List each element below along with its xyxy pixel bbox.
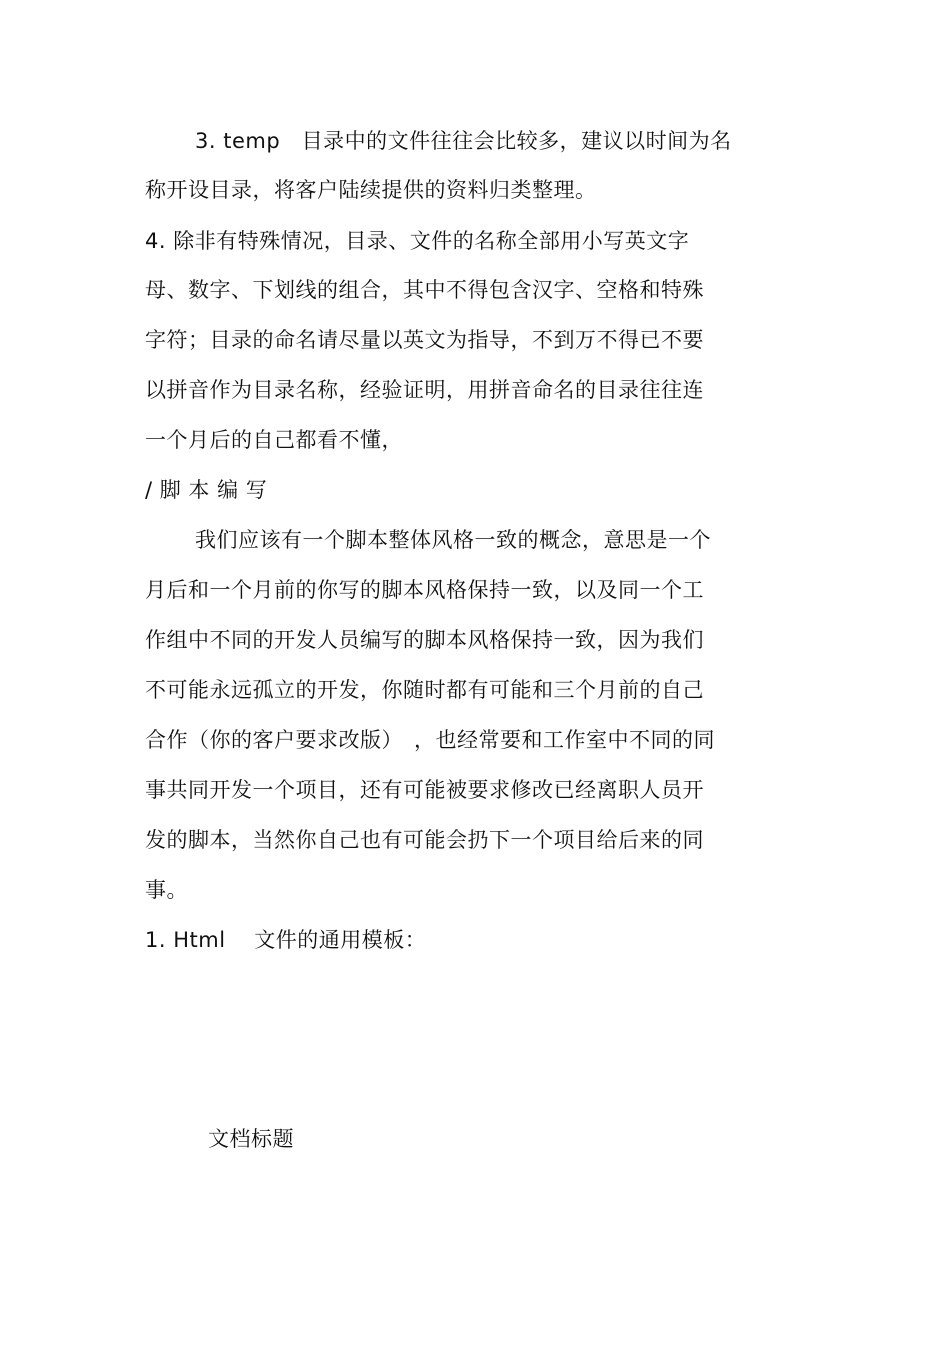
paragraph-line: 称开设目录，将客户陆续提供的资料归类整理。 — [145, 178, 597, 202]
template-title-text: 文档标题 — [208, 1127, 294, 1151]
paragraph-line: 合作（你的客户要求改版） ，也经常要和工作室中不同的同 — [145, 728, 715, 752]
paragraph-line: 发的脚本，当然你自己也有可能会扔下一个项目给后来的同 — [145, 828, 704, 852]
paragraph-line: 我们应该有一个脚本整体风格一致的概念，意思是一个 — [195, 528, 711, 552]
paragraph-line: 作组中不同的开发人员编写的脚本风格保持一致，因为我们 — [145, 628, 704, 652]
paragraph-line: 3. temp 目录中的文件往往会比较多，建议以时间为名 — [195, 129, 732, 153]
paragraph-line: 一个月后的自己都看不懂， — [145, 428, 403, 452]
paragraph-line: 月后和一个月前的你写的脚本风格保持一致，以及同一个工 — [145, 578, 704, 602]
paragraph-line: 4. 除非有特殊情况，目录、文件的名称全部用小写英文字 — [145, 229, 690, 253]
paragraph-line: 以拼音作为目录名称，经验证明，用拼音命名的目录往往连 — [145, 378, 704, 402]
paragraph-line: 母、数字、下划线的组合，其中不得包含汉字、空格和特殊 — [145, 278, 704, 302]
list-item-heading: 1. Html 文件的通用模板： — [145, 928, 427, 952]
section-heading: / 脚 本 编 写 — [145, 478, 268, 502]
paragraph-line: 事共同开发一个项目，还有可能被要求修改已经离职人员开 — [145, 778, 704, 802]
paragraph-line: 字符；目录的命名请尽量以英文为指导，不到万不得已不要 — [145, 328, 704, 352]
paragraph-line: 事。 — [145, 878, 188, 902]
paragraph-line: 不可能永远孤立的开发，你随时都有可能和三个月前的自己 — [145, 678, 704, 702]
